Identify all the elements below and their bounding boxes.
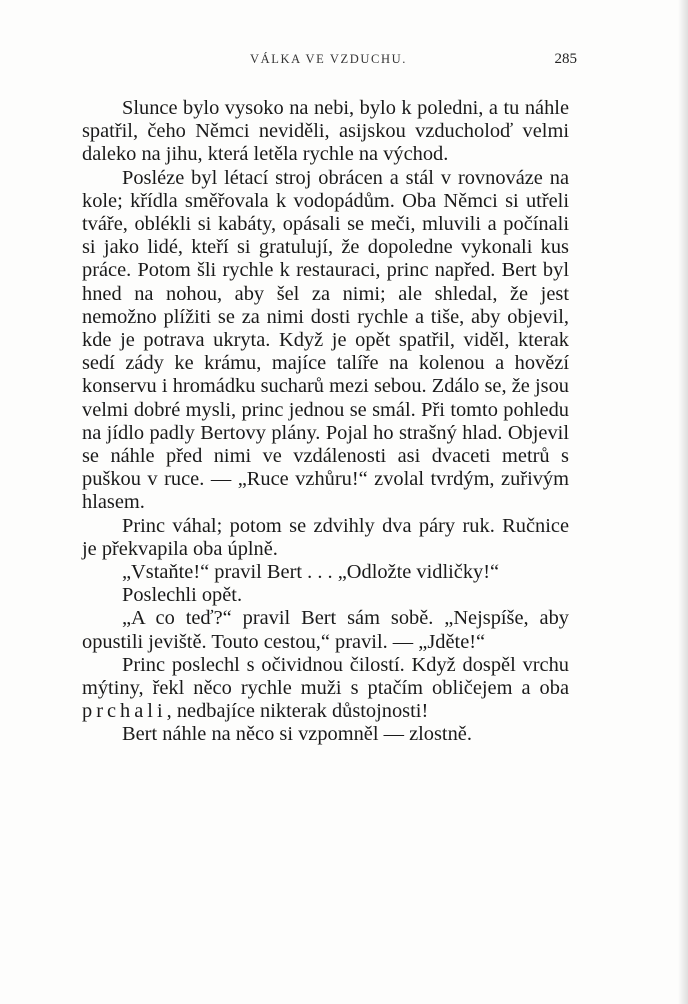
- page-number: 285: [554, 51, 577, 67]
- paragraph-text: Princ poslechl s očividnou čilostí. Když dospěl vrchu mýtiny, řekl něco rychle muži s ptačím obličejem a oba: [82, 653, 569, 700]
- paragraph: „Vstaňte!“ pravil Bert . . . „Odložte vidličky!“: [122, 561, 500, 584]
- body-text: [82, 97, 569, 747]
- paragraph: Posléze byl létací stroj obrácen a stál v rovnováze na kole; křídla směřovala k vodopádům. Oba Němci si utřeli tváře, oblékli si kabáty, opásali se meči, mluvili a počínali si jako lidé, kteří si gratulují, že dopoledne vykonali kus práce. Potom šli rychle k restauraci, princ napřed. Bert byl hned na nohou, aby šel za nimi; ale shledal, že jest nemožno plížiti se za nimi dosti rychle a tiše, aby objevil, kde je potrava ukryta. Když je opět spatřil, viděl, kterak sedí zády ke krámu, majíce talíře na kolenou a hovězí konservu i hromádku sucharů mezi sebou. Zdálo se, že jsou velmi dobré mysli, princ jednou se smál. Při tomto pohledu na jídlo padly Bertovy plány. Pojal ho strašný hlad. Objevil se náhle před nimi ve vzdálenosti asi dvaceti metrů s puškou v ruce. — „Ruce vzhůru!“ zvolal tvrdým, zuřivým hlasem.: [82, 166, 569, 514]
- paragraph: „A co teď?“ pravil Bert sám sobě. „Nejspíše, aby opustili jeviště. Touto cestou,“ pravil. — „Jděte!“: [82, 607, 569, 653]
- page-edge-shadow: [678, 0, 688, 1004]
- running-title: VÁLKA VE VZDUCHU.: [250, 52, 407, 66]
- paragraph: [82, 654, 569, 724]
- paragraph: Princ váhal; potom se zdvihly dva páry ruk. Ručnice je překvapila oba úplně.: [82, 514, 569, 560]
- paragraph: Bert náhle na něco si vzpomněl — zlostně.: [122, 723, 472, 746]
- paragraph: Slunce bylo vysoko na nebi, bylo k poledni, a tu náhle spatřil, čeho Němci neviděli, asijskou vzducholoď velmi daleko na jihu, která letěla rychle na východ.: [82, 97, 569, 166]
- paragraph-text: , nedbajíce nikterak důstojnosti!: [166, 700, 429, 723]
- spaced-emphasis: prchali: [82, 700, 167, 723]
- running-head: [82, 52, 577, 72]
- paragraph: Poslechli opět.: [122, 584, 243, 607]
